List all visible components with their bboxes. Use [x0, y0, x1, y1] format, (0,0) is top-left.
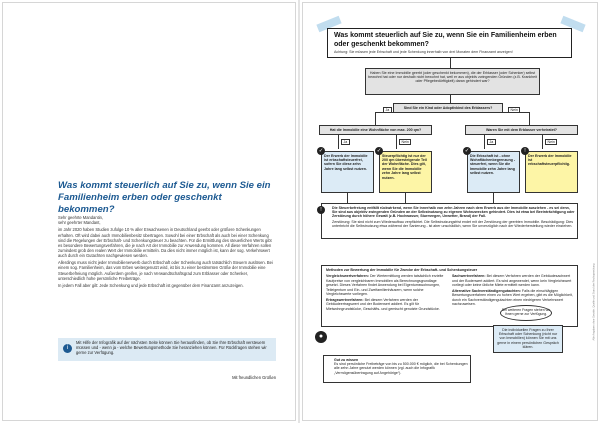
result-2: Steuerpflichtig ist nur der 200 qm übersteigende Teil der Wohnfläche. Dies gilt, wenn Sie die Immobilie zehn Jahre lang selbst nutzen. [379, 151, 432, 193]
no-label: Nein [508, 107, 520, 113]
method-text: Falls die einschlägigen Bewertungsverfahren einen zu hohen Wert ergeben, gibt es die Möglichkeit, durch ein Sachverständigengutachten einen niedrigeren Verkehrswert nachzuweisen. [452, 288, 573, 307]
method-expert [452, 289, 573, 307]
method-title: Vergleichswertverfahren: [326, 274, 369, 279]
methods-title: Methoden zur Bewertung der Immobilie für Zwecke der Erbschaft- und Schenkungsteuer [326, 268, 478, 272]
question-3: Hat die Immobilie eine Wohnfläche von max. 200 qm? [319, 125, 432, 135]
method-comparison [326, 274, 447, 296]
infographic-title: Was kommt steuerlich auf Sie zu, wenn Sie ein Familienheim erben oder geschenkt bekommen? [334, 32, 557, 48]
question-4: Waren Sie mit dem Erblasser verheiratet? [465, 125, 578, 135]
method-text: Bei diesem Verfahren werden der Gebäudesachwert und der Bodenwert addiert. Es wird angewendet, wenn kein Vergleichswert vorliegt oder keine übliche Miete ermittelt werden kann. [452, 274, 572, 288]
paragraph-1: im Jahr 2020 haben Studien zufolge 10 % aller Erwachsenen in Deutschland geerbt oder größere Schenkungen erhalten. Oft wird dabei auch Immobilienbesitz übertragen. Sowohl bei einer Erbschaft als auch bei einer Schenkung sind die Regelungen der Erbschaft- und Schenkungsteuer zu beachten. Für die Ermittlung des steuerlichen Werts gibt es besondere Bewertungsverfahren, die je nach Art der Immobilie zur Anwendung kommen. All diese Verfahren sollen zumindest grob den realen Wert der Immobilie ermitteln. Da dies nicht immer möglich ist, kann der sog. Verkehrswert auch durch ein Gutachten nachgewiesen werden. [58, 227, 272, 258]
check-badge-icon: ✓ [464, 148, 470, 154]
no-label: Nein [399, 139, 411, 145]
question-2: Sind Sie ein Kind oder Adoptivkind des Erblassers? [393, 103, 503, 113]
good-to-know-text: Es sind persönliche Freibeträge von bis zu 500.000 € möglich, die bei Schenkungen alle zehn Jahre genutzt werden können (vgl. auch die Infografik „Vermögensübertragung auf Angehörige“). [334, 361, 468, 375]
side-note [592, 143, 596, 343]
connector [450, 95, 451, 103]
speech-bubble: Bei weiteren Fragen stehen wir Ihnen gerne zur Verfügung. [500, 305, 552, 321]
salutation-line-2: sehr geehrter Mandant, [58, 220, 101, 226]
connector [450, 58, 451, 68]
right-page [302, 2, 598, 421]
connector [338, 135, 339, 149]
check-badge-icon: ✓ [318, 148, 324, 154]
result-3: Die Erbschaft ist - ohne Wohnflächenbegrenzung - steuerfrei, wenn Sie die Immobilie zehn Jahre lang selbst nutzen. [467, 151, 520, 193]
warning-box [321, 203, 578, 239]
yes-label: Ja [383, 107, 392, 113]
paragraph-3: In jedem Fall aber gilt: Jede Schenkung und jede Erbschaft ist gegenüber dem Finanzamt anzuzeigen. [58, 283, 244, 289]
question-1: Haben Sie eine Immobilie geerbt (oder geschenkt bekommen), die der Erblasser (oder Schenker) selbst bewohnt hat oder nur deshalb nicht bewohnt hat, weil er aus objektiv zwingenden Gründen (z.B. Krankheit oder Pflegebedürftigkeit) daran gehindert war? [365, 68, 540, 95]
method-text: Der Wertermittlung werden tatsächlich erzielte Kaufpreise von vergleichbaren Immobilien als Berechnungsgrundlage gesetzt. Dieses Verfahren findet Anwendung bei Eigentumswohnungen, Teileigentum und Ein- und Zweifamilienhäusern, wenn solche Vergleichswerte vorliegen. [326, 274, 444, 297]
warning-badge-icon: ! [317, 206, 325, 214]
book-spine [298, 0, 300, 423]
method-title: Sachwertverfahren: [452, 274, 486, 279]
no-label: Nein [545, 139, 557, 145]
method-title: Ertragswertverfahren: [326, 297, 364, 302]
connector [347, 193, 348, 203]
connector [396, 135, 397, 149]
warning-badge-icon: ! [521, 147, 529, 155]
check-badge-icon: ✓ [376, 148, 382, 154]
warning-detail: Zerstörung: Sie sind nicht zum Wiederaufbau verpflichtet. Die Selbstnutzungsfrist endet mit der Zerstörung der geerbten Immobilie. Beschädigung: Dies unterbricht die Selbstnutzung etwa während der Sanierung - ist aber unschädlich, wenn Sie unverzüglich nach der Wiederherstellung wieder einziehen. [332, 219, 574, 229]
connector [542, 135, 543, 149]
connector [493, 193, 494, 203]
connector [405, 193, 406, 203]
connector [484, 135, 485, 149]
good-to-know-title: Gut zu wissen [334, 357, 359, 362]
infographic-title-box [327, 28, 572, 58]
warning-text: Die Steuerbefreiung entfällt rückwirkend, wenn Sie innerhalb von zehn Jahren nach dem Erwerb aus der Immobilie ausziehen - es sei denn, Sie sind aus objektiv zwingenden Gründen an der Selbstnutzung zu eigenen Wohnzwecken gehindert. Dies ist etwa bei Beeinträchtigung oder Zerstörung durch höhere Gewalt (z.B. Hochwasser, Sturmregen, Unwetter, Brand) der Fall. [332, 205, 575, 219]
hint-text: Mit Hilfe der Infografik auf der nächsten Seite können Sie herausfinden, ob Sie Ihre Erbschaft versteuern müssen und - wenn ja - welche Bewertungsmethode Sie heranziehen können. Für Rückfragen stehen wir gerne zur Verfügung. [76, 340, 267, 356]
salutation [58, 215, 276, 225]
yes-label: Ja [487, 139, 496, 145]
letter-body [58, 215, 276, 290]
paragraph-2: Allerdings muss nicht jeder Immobilienerwerb durch Erbschaft oder Schenkung auch tatsächlich Steuern auslösen. Bei einem sog. Familienheim, das vom Erben weitergenutzt wird, ist bis zu einer bestimmten Größe der Immobilie eine Steuerbefreiung möglich. Außerdem greifen, je nach Verwandtschaftsgrad zum Erblasser oder Schenker, unterschiedlich hohe persönliche Freibeträge. [58, 260, 273, 281]
left-page [2, 2, 296, 421]
good-to-know-box [323, 355, 471, 383]
yes-label: Ja [341, 139, 350, 145]
side-note-text: Alle Angaben ohne Gewähr. Quelle und Stand der Rechtsprechung [592, 263, 596, 341]
lightbulb-icon: ● [315, 331, 327, 343]
methods-column-left [326, 274, 447, 312]
method-title: Alternative Sachverständigengutachten: [452, 288, 521, 293]
connector [529, 112, 530, 125]
page-headline: Was kommt steuerlich auf Sie zu, wenn Sie ein Familienheim erben oder geschenkt bekommen? [58, 180, 271, 215]
method-cost [452, 274, 573, 287]
advice-box: Die individuellen Fragen zu Ihrer Erbschaft oder Schenkung (nicht nur von Immobilien) können Sie mit uns gerne in einem persönlichen Gespräch klären. [493, 325, 563, 353]
signoff: Mit freundlichen Grüßen [232, 375, 276, 380]
result-4: Der Erwerb der Immobilie ist erbschaftsteuerpflichtig. [525, 151, 578, 193]
connector [375, 112, 376, 125]
info-icon: i [63, 344, 72, 353]
infographic-subtitle: Achtung: Sie müssen jede Erbschaft und jede Schenkung innerhalb von drei Monaten dem Finanzamt anzeigen! [334, 50, 513, 55]
result-1: Der Erwerb der Immobilie ist erbschaftsteuerfrei, sofern Sie diese zehn Jahre lang selbst nutzen. [321, 151, 374, 193]
infographic-hint-box [58, 338, 276, 361]
salutation-line-1: Sehr geehrte Mandantin, [58, 215, 104, 220]
method-text: Bei diesem Verfahren werden der Gebäudeertragswert und der Bodenwert addiert. Es gilt für Mietwohngrundstücke, Geschäfts- und gemischt genutzte Grundstücke. [326, 297, 440, 311]
method-income [326, 298, 447, 311]
